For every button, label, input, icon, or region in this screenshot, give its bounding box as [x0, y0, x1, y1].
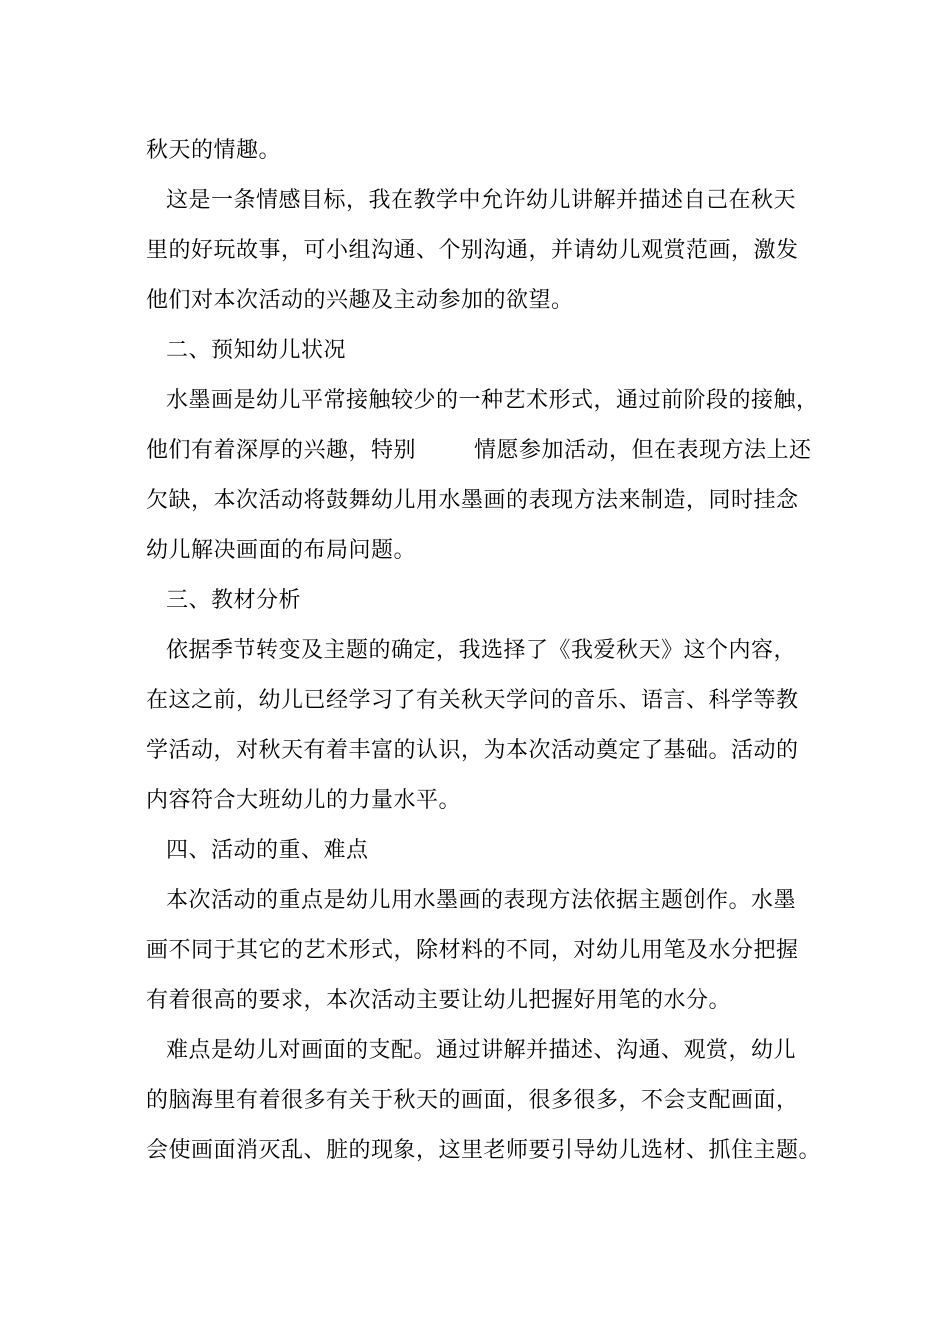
body-text-line: 会使画面消灭乱、脏的现象，这里老师要引导幼儿选材、抓住主题。: [146, 1138, 822, 1163]
body-text-line: 欠缺，本次活动将鼓舞幼儿用水墨画的表现方法来制造，同时挂念: [146, 488, 799, 513]
body-text-line: 学活动，对秋天有着丰富的认识，为本次活动奠定了基础。活动的: [146, 738, 799, 763]
paragraph-first-line: 难点是幼儿对画面的支配。通过讲解并描述、沟通、观赏，幼儿: [166, 1038, 797, 1063]
body-text-line: 在这之前，幼儿已经学习了有关秋天学问的音乐、语言、科学等教: [146, 688, 799, 713]
text-fragment: 他们有着深厚的兴趣，特别: [146, 438, 417, 463]
section-heading: 四、活动的重、难点: [166, 838, 369, 863]
body-text-line: [146, 436, 812, 466]
body-text-line: 秋天的情趣。: [146, 138, 282, 163]
paragraph-first-line: 这是一条情感目标，我在教学中允许幼儿讲解并描述自己在秋天: [166, 188, 797, 213]
body-text-line: 幼儿解决画面的布局问题。: [146, 538, 417, 563]
section-heading: 二、预知幼儿状况: [166, 338, 347, 363]
text-fragment: 情愿参加活动，但在表现方法上还: [474, 438, 812, 463]
body-text-line: 他们对本次活动的兴趣及主动参加的欲望。: [146, 288, 574, 313]
paragraph-first-line: 本次活动的重点是幼儿用水墨画的表现方法依据主题创作。水墨: [166, 888, 797, 913]
body-text-line: 的脑海里有着很多有关于秋天的画面，很多很多，不会支配画面，: [146, 1088, 799, 1113]
body-text-line: 画不同于其它的艺术形式，除材料的不同，对幼儿用笔及水分把握: [146, 938, 799, 963]
paragraph-first-line: 水墨画是幼儿平常接触较少的一种艺术形式，通过前阶段的接触，: [166, 388, 819, 413]
body-text-line: 有着很高的要求，本次活动主要让幼儿把握好用笔的水分。: [146, 988, 732, 1013]
section-heading: 三、教材分析: [166, 588, 302, 613]
paragraph-first-line: 依据季节转变及主题的确定，我选择了《我爱秋天》这个内容，: [166, 638, 797, 663]
body-text-line: 内容符合大班幼儿的力量水平。: [146, 788, 462, 813]
body-text-line: 里的好玩故事，可小组沟通、个别沟通，并请幼儿观赏范画，激发: [146, 238, 799, 263]
